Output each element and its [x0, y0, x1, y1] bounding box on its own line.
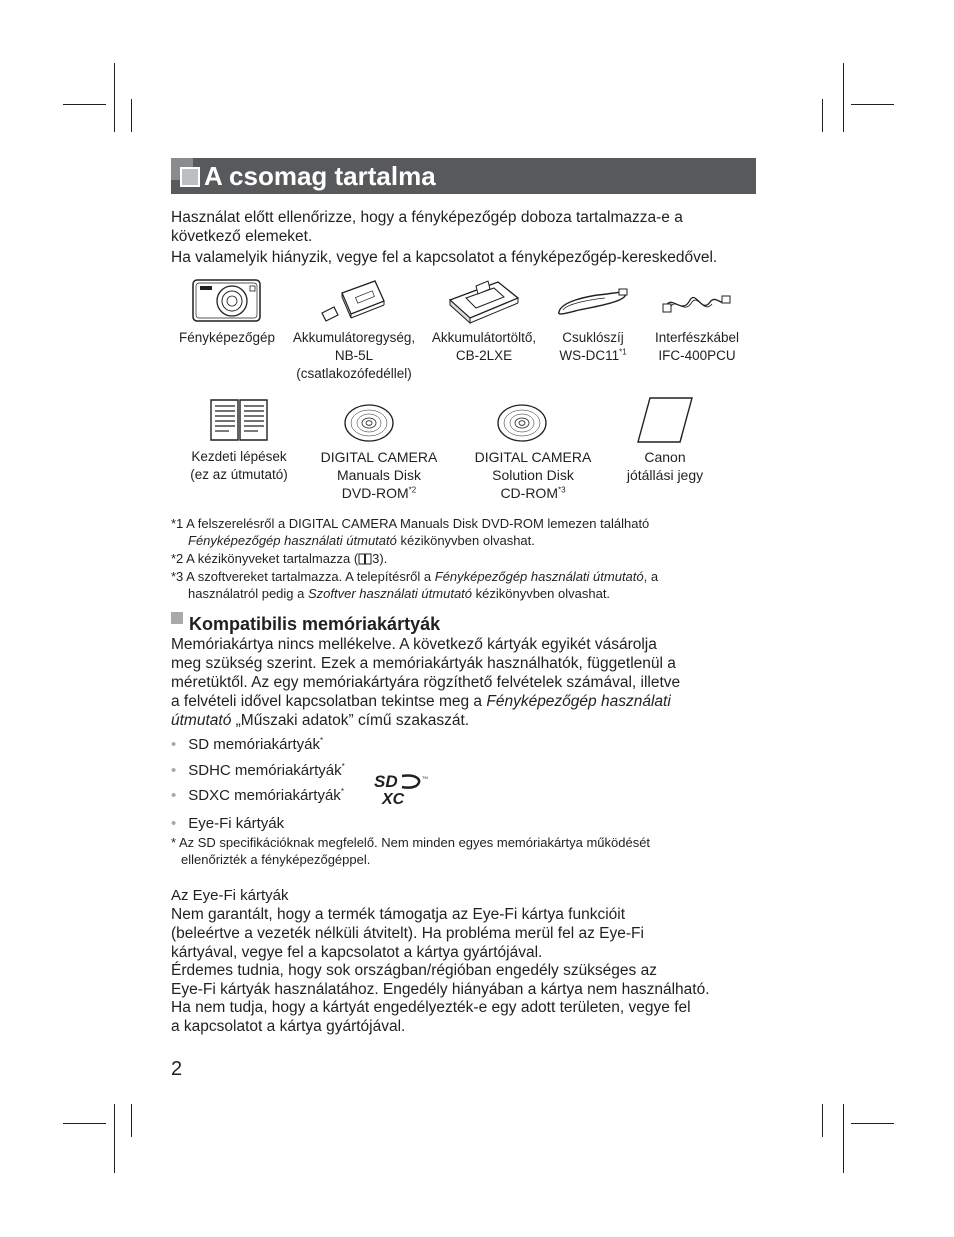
eyefi-line: a kapcsolatot a kártya gyártójával. [171, 1018, 406, 1035]
footnote-ref: * [341, 762, 345, 771]
text-span: „Műszaki adatok” című szakaszát. [231, 712, 470, 729]
caption-line: Manuals Disk [336, 467, 422, 483]
footnote-ref: *3 [557, 485, 566, 495]
caption-line: NB-5L [334, 348, 374, 363]
intro-line-2: következő elemeket. [171, 228, 313, 245]
caption-line: WS-DC11 [559, 348, 620, 363]
caption-charger [422, 329, 546, 365]
warranty-card-icon [636, 396, 696, 444]
bullet-dot: • [171, 736, 177, 753]
caption-manuals-disk [304, 448, 454, 502]
section-paragraph: meg szükség szerint. Ezek a memóriakártyák használhatók, függetlenül a [171, 655, 676, 672]
caption-line: Canon [644, 449, 686, 465]
crop-mark [851, 1123, 894, 1124]
crop-mark [843, 1104, 844, 1173]
section-paragraph [171, 711, 761, 730]
eyefi-line: kártyával, vegye fel a kapcsolatot a kártya gyártójával. [171, 944, 543, 961]
caption-line: jótállási jegy [626, 467, 704, 483]
footnote-line: * Az SD specifikációknak megfelelő. Nem minden egyes memóriakártya működését [171, 835, 651, 850]
text-span: a felvételi idővel kapcsolatban tekintse meg a [171, 693, 487, 710]
list-item [171, 786, 344, 805]
text-italic: útmutató [171, 712, 232, 729]
crop-mark [843, 63, 844, 132]
caption-line: IFC-400PCU [658, 348, 736, 363]
eyefi-line: Érdemes tudnia, hogy sok országban/régióban engedély szükséges az [171, 962, 657, 979]
crop-mark [131, 1104, 132, 1137]
eyefi-heading: Az Eye-Fi kártyák [171, 887, 289, 904]
sdxc-logo-icon [372, 772, 430, 806]
caption-line: Akkumulátortöltő, [431, 330, 537, 345]
disc-icon [496, 403, 548, 443]
text-italic: Fényképezőgép használati [486, 693, 671, 710]
footnote-line: *2 A kézikönyveket tartalmazza ( [171, 551, 359, 566]
list-item-text: SDXC memóriakártyák [188, 787, 341, 804]
footnote-line: , a [643, 569, 659, 584]
footnote-line: kézikönyvben olvashat. [472, 586, 611, 601]
caption-line: Csuklószíj [562, 330, 624, 345]
caption-cable [640, 329, 754, 365]
card-footnote [171, 834, 761, 868]
camera-icon [192, 278, 262, 323]
section-heading [171, 612, 440, 636]
caption-line: Akkumulátoregység, [292, 330, 416, 345]
footnote-italic: Szoftver használati útmutató [307, 586, 473, 601]
caption-warranty [608, 448, 722, 484]
page-title: A csomag tartalma [204, 161, 436, 191]
footnote-line: kézikönyvben olvashat. [396, 533, 535, 548]
section-paragraph: Memóriakártya nincs mellékelve. A következő kártyák egyikét vásárolja [171, 636, 657, 653]
footnote-line: 3). [372, 551, 388, 566]
book-reference-icon [358, 553, 372, 565]
footnote-line: *3 A szoftvereket tartalmazza. A telepítésről a [171, 569, 435, 584]
caption-line: DVD-ROM [341, 485, 409, 501]
eyefi-line: Ha nem tudja, hogy a kártyát engedélyezték-e egy adott területen, vegye fel [171, 999, 691, 1016]
footnote-italic: Fényképezőgép használati útmutató [434, 569, 644, 584]
caption-camera [160, 329, 294, 347]
caption-line: CD-ROM [500, 485, 558, 501]
caption-line: Fényképezőgép [178, 330, 276, 345]
caption-line: (csatlakozófedéllel) [296, 366, 412, 381]
footnote-ref: * [340, 787, 344, 796]
page-number: 2 [171, 1058, 183, 1080]
caption-line: Kezdeti lépések [191, 449, 287, 464]
list-item [171, 761, 345, 780]
charger-icon [448, 278, 520, 324]
caption-line: Interfészkábel [654, 330, 740, 345]
intro-line-3: Ha valamelyik hiányzik, vegye fel a kapcsolatot a fényképezőgép-kereskedővel. [171, 249, 718, 266]
crop-mark [822, 99, 823, 132]
footnote-3 [171, 568, 761, 602]
list-item-text: Eye-Fi kártyák [188, 815, 285, 832]
list-item-text: SD memóriakártyák [188, 736, 320, 753]
svg-text:SD: SD [374, 772, 398, 791]
cable-icon [662, 286, 732, 320]
caption-battery [284, 329, 424, 383]
eyefi-line: Eye-Fi kártyák használatához. Engedély hiányában a kártya nem használható. [171, 981, 710, 998]
book-icon [209, 396, 269, 442]
crop-mark [851, 104, 894, 105]
battery-icon [320, 279, 390, 324]
footnote-ref: *2 [408, 485, 417, 495]
list-item [171, 814, 284, 833]
svg-text:XC: XC [382, 791, 405, 808]
intro-line-1: Használat előtt ellenőrizze, hogy a fényképezőgép doboza tartalmazza-e a [171, 209, 683, 226]
eyefi-line: (beleértve a vezeték nélküli átvitelt). Ha probléma merül fel az Eye-Fi [171, 925, 644, 942]
section-square-icon [171, 612, 183, 624]
caption-line: Solution Disk [492, 467, 574, 483]
caption-line: DIGITAL CAMERA [320, 449, 438, 465]
bullet-dot: • [171, 815, 177, 832]
footnote-italic: Fényképezőgép használati útmutató [188, 533, 397, 548]
eyefi-line: Nem garantált, hogy a termék támogatja az Eye-Fi kártya funkcióit [171, 906, 626, 923]
bullet-dot: • [171, 762, 177, 779]
crop-mark [114, 1104, 115, 1173]
crop-mark [114, 63, 115, 132]
footnote-1 [171, 515, 761, 549]
footnote-line: használatról pedig a [188, 586, 308, 601]
section-paragraph [171, 692, 761, 711]
footnote-line: *1 A felszerelésről a DIGITAL CAMERA Manuals Disk DVD-ROM lemezen található [171, 516, 650, 531]
list-item-text: SDHC memóriakártyák [188, 762, 342, 779]
footnote-ref: *1 [619, 347, 627, 357]
disc-icon [343, 403, 395, 443]
crop-mark [63, 104, 106, 105]
crop-mark [822, 1104, 823, 1137]
title-square-icon [180, 167, 200, 187]
wrist-strap-icon [555, 286, 631, 318]
crop-mark [131, 99, 132, 132]
section-paragraph: méretüktől. Az egy memóriakártyára rögzíthető felvételek számával, illetve [171, 674, 681, 691]
footnote-line: ellenőrizték a fényképezőgéppel. [181, 852, 371, 867]
caption-line: DIGITAL CAMERA [474, 449, 592, 465]
caption-book [174, 448, 304, 484]
caption-line: CB-2LXE [455, 348, 513, 363]
bullet-dot: • [171, 787, 177, 804]
caption-line: (ez az útmutató) [190, 467, 288, 482]
caption-wrist-strap [543, 329, 643, 365]
section-heading-text: Kompatibilis memóriakártyák [189, 614, 441, 634]
footnote-ref: * [319, 736, 324, 745]
footnote-2 [171, 550, 761, 567]
caption-solution-disk [458, 448, 608, 502]
crop-mark [63, 1123, 106, 1124]
list-item [171, 735, 323, 754]
svg-text:TM: TM [422, 775, 428, 780]
